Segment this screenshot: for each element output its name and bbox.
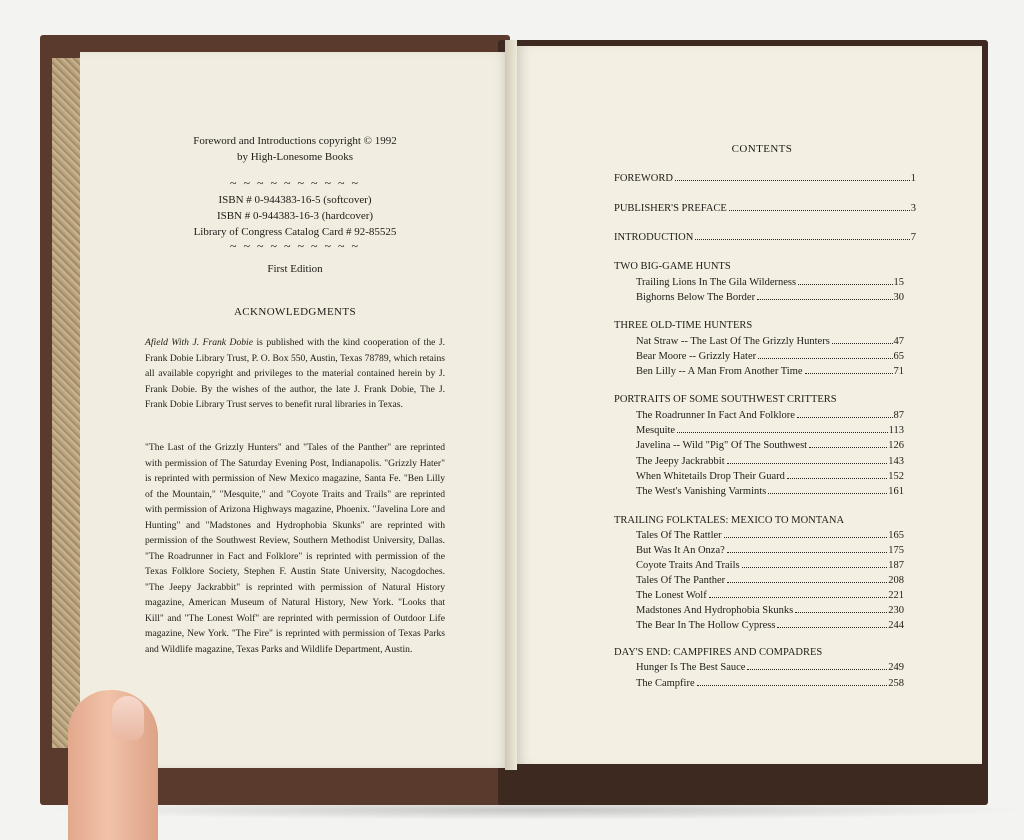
toc-label: When Whitetails Drop Their Guard xyxy=(636,471,785,482)
toc-page-number: 30 xyxy=(893,292,904,303)
toc-leader xyxy=(805,373,893,374)
toc-label: The Jeepy Jackrabbit xyxy=(636,456,725,467)
toc-entry xyxy=(636,425,904,436)
toc-section-title: TRAILING FOLKTALES: MEXICO TO MONTANA xyxy=(614,515,845,526)
toc-label: Nat Straw -- The Last Of The Grizzly Hunters xyxy=(636,336,830,347)
toc-leader xyxy=(747,669,887,670)
toc-leader xyxy=(724,537,888,538)
toc-entry xyxy=(636,456,904,467)
toc-leader xyxy=(675,180,910,181)
toc-leader xyxy=(797,417,893,418)
toc-page-number: 244 xyxy=(888,620,904,631)
toc-label: Tales Of The Rattler xyxy=(636,530,722,541)
toc-page-number: 152 xyxy=(888,471,904,482)
toc-label: The West's Vanishing Varmints xyxy=(636,486,767,497)
toc-entry xyxy=(636,277,904,288)
toc-leader xyxy=(809,447,887,448)
toc-label: The Roadrunner In Fact And Folklore xyxy=(636,410,795,421)
copyright-line: Foreword and Introductions copyright © 1992 xyxy=(193,135,397,147)
toc-entry xyxy=(636,560,904,571)
isbn-hardcover: ISBN # 0-944383-16-3 (hardcover) xyxy=(216,210,374,222)
toc-entry xyxy=(636,605,904,616)
toc-page-number: 1 xyxy=(910,173,916,184)
toc-label: Javelina -- Wild "Pig" Of The Southwest xyxy=(636,440,808,451)
toc-page-number: 7 xyxy=(910,232,916,243)
toc-entry xyxy=(636,440,904,451)
tilde-divider: ~ ~ ~ ~ ~ ~ ~ ~ ~ ~ xyxy=(230,176,360,190)
isbn-block xyxy=(150,192,440,240)
toc-entry xyxy=(636,351,904,362)
toc-entry xyxy=(636,620,904,631)
toc-label: FOREWORD xyxy=(614,173,673,184)
toc-label: Trailing Lions In The Gila Wilderness xyxy=(636,277,797,288)
toc-leader xyxy=(709,597,888,598)
toc-page-number: 187 xyxy=(888,560,904,571)
contents-heading: CONTENTS xyxy=(731,143,793,155)
isbn-softcover: ISBN # 0-944383-16-5 (softcover) xyxy=(218,194,372,206)
toc-entry xyxy=(636,590,904,601)
toc-page-number: 71 xyxy=(893,366,904,377)
toc-label: The Campfire xyxy=(636,678,695,689)
library-of-congress-card: Library of Congress Catalog Card # 92-85525 xyxy=(193,226,397,238)
toc-page-number: 175 xyxy=(888,545,904,556)
toc-page-number: 15 xyxy=(893,277,904,288)
toc-label: PUBLISHER'S PREFACE xyxy=(614,203,727,214)
toc-label: Coyote Traits And Trails xyxy=(636,560,740,571)
toc-page-number: 87 xyxy=(893,410,904,421)
toc-label: Bear Moore -- Grizzly Hater xyxy=(636,351,757,362)
acknowledgments-paragraph-1 xyxy=(145,335,445,413)
toc-page-number: 161 xyxy=(888,486,904,497)
toc-label: Ben Lilly -- A Man From Another Time xyxy=(636,366,803,377)
toc-entry xyxy=(636,410,904,421)
toc-leader xyxy=(777,627,887,628)
toc-entry xyxy=(614,203,916,214)
toc-page-number: 113 xyxy=(888,425,904,436)
edition-label: First Edition xyxy=(267,263,323,275)
toc-label: Bighorns Below The Border xyxy=(636,292,756,303)
book-title-italic: Afield With J. Frank Dobie xyxy=(145,337,253,348)
toc-leader xyxy=(787,478,887,479)
toc-page-number: 143 xyxy=(888,456,904,467)
toc-section-title: THREE OLD-TIME HUNTERS xyxy=(614,320,753,331)
toc-leader xyxy=(697,685,888,686)
toc-leader xyxy=(727,582,887,583)
toc-label: Hunger Is The Best Sauce xyxy=(636,662,746,673)
toc-page-number: 258 xyxy=(888,678,904,689)
toc-leader xyxy=(742,567,888,568)
toc-leader xyxy=(695,239,909,240)
toc-entry xyxy=(636,662,904,673)
toc-page-number: 165 xyxy=(888,530,904,541)
toc-entry xyxy=(636,336,904,347)
toc-entry xyxy=(636,366,904,377)
toc-leader xyxy=(677,432,888,433)
toc-page-number: 221 xyxy=(888,590,904,601)
toc-label: Madstones And Hydrophobia Skunks xyxy=(636,605,794,616)
toc-section-title: PORTRAITS OF SOME SOUTHWEST CRITTERS xyxy=(614,394,837,405)
acknowledgments-text: is published with the kind cooperation of the J. Frank Dobie Library Trust, P. O. Box 550, Austin, Texas 78789, which retains all available copyright and privileges to the material contained herein by J. Frank Dobie. By the wishes of the author, the late J. Frank Dobie, The J. Frank Dobie Library Trust serves to benefit rural libraries in Texas. xyxy=(145,337,445,410)
toc-entry xyxy=(636,545,904,556)
toc-leader xyxy=(757,299,892,300)
toc-leader xyxy=(832,343,893,344)
toc-page-number: 126 xyxy=(888,440,904,451)
toc-label: INTRODUCTION xyxy=(614,232,694,243)
acknowledgments-paragraph-2: "The Last of the Grizzly Hunters" and "Tales of the Panther" are reprinted with permission of The Saturday Evening Post, Indianapolis. "Grizzly Hater" is reprinted with permission of New Mexico magazine, Santa Fe. "Ben Lilly of the Mountain," "Mesquite," and "Coyote Traits and Trails" are reprinted with permission of Arizona Highways magazine, Phoenix. "Javelina Lore and Hunting" and "Madstones and Hydrophobia Skunks" are reprinted with permission of the Southwest Review, Southern Methodist University, Dallas. "The Roadrunner in Fact and Folklore" is reprinted with permission of the Texas Folklore Society, Stephen F. Austin State University, Nacogdoches. "The Jeepy Jackrabbit" is reprinted with permission of Natural History magazine, American Museum of Natural History, New York. "Looks that Kill" and "The Lonest Wolf" are reprinted with permission of Outdoor Life magazine, New York. "The Fire" is reprinted with permission of Texas Parks and Wildlife magazine, Texas Parks and Wildlife Department, Austin. xyxy=(145,442,445,655)
toc-label: The Bear In The Hollow Cypress xyxy=(636,620,776,631)
acknowledgments-heading: ACKNOWLEDGMENTS xyxy=(233,306,357,318)
toc-page-number: 3 xyxy=(910,203,916,214)
toc-leader xyxy=(798,284,892,285)
copyright-block xyxy=(150,133,440,165)
copyright-line: by High-Lonesome Books xyxy=(236,151,354,163)
toc-label: The Lonest Wolf xyxy=(636,590,707,601)
toc-entry xyxy=(636,678,904,689)
toc-label: But Was It An Onza? xyxy=(636,545,725,556)
toc-leader xyxy=(768,493,887,494)
toc-leader xyxy=(795,612,887,613)
toc-section-title: TWO BIG-GAME HUNTS xyxy=(614,261,731,272)
toc-label: Mesquite xyxy=(636,425,676,436)
toc-page-number: 208 xyxy=(888,575,904,586)
toc-leader xyxy=(758,358,892,359)
toc-leader xyxy=(727,463,888,464)
toc-page-number: 65 xyxy=(893,351,904,362)
toc-page-number: 249 xyxy=(888,662,904,673)
book-gutter xyxy=(505,40,517,770)
toc-label: Tales Of The Panther xyxy=(636,575,726,586)
toc-leader xyxy=(727,552,887,553)
toc-entry xyxy=(636,292,904,303)
toc-leader xyxy=(729,210,910,211)
toc-entry xyxy=(614,173,916,184)
toc-entry xyxy=(636,530,904,541)
toc-entry xyxy=(636,575,904,586)
toc-page-number: 230 xyxy=(888,605,904,616)
toc-page-number: 47 xyxy=(893,336,904,347)
thumbnail xyxy=(112,696,144,740)
toc-entry xyxy=(614,232,916,243)
tilde-divider: ~ ~ ~ ~ ~ ~ ~ ~ ~ ~ xyxy=(230,239,360,253)
toc-section-title: DAY'S END: CAMPFIRES AND COMPADRES xyxy=(614,647,823,658)
toc-entry xyxy=(636,471,904,482)
toc-entry xyxy=(636,486,904,497)
